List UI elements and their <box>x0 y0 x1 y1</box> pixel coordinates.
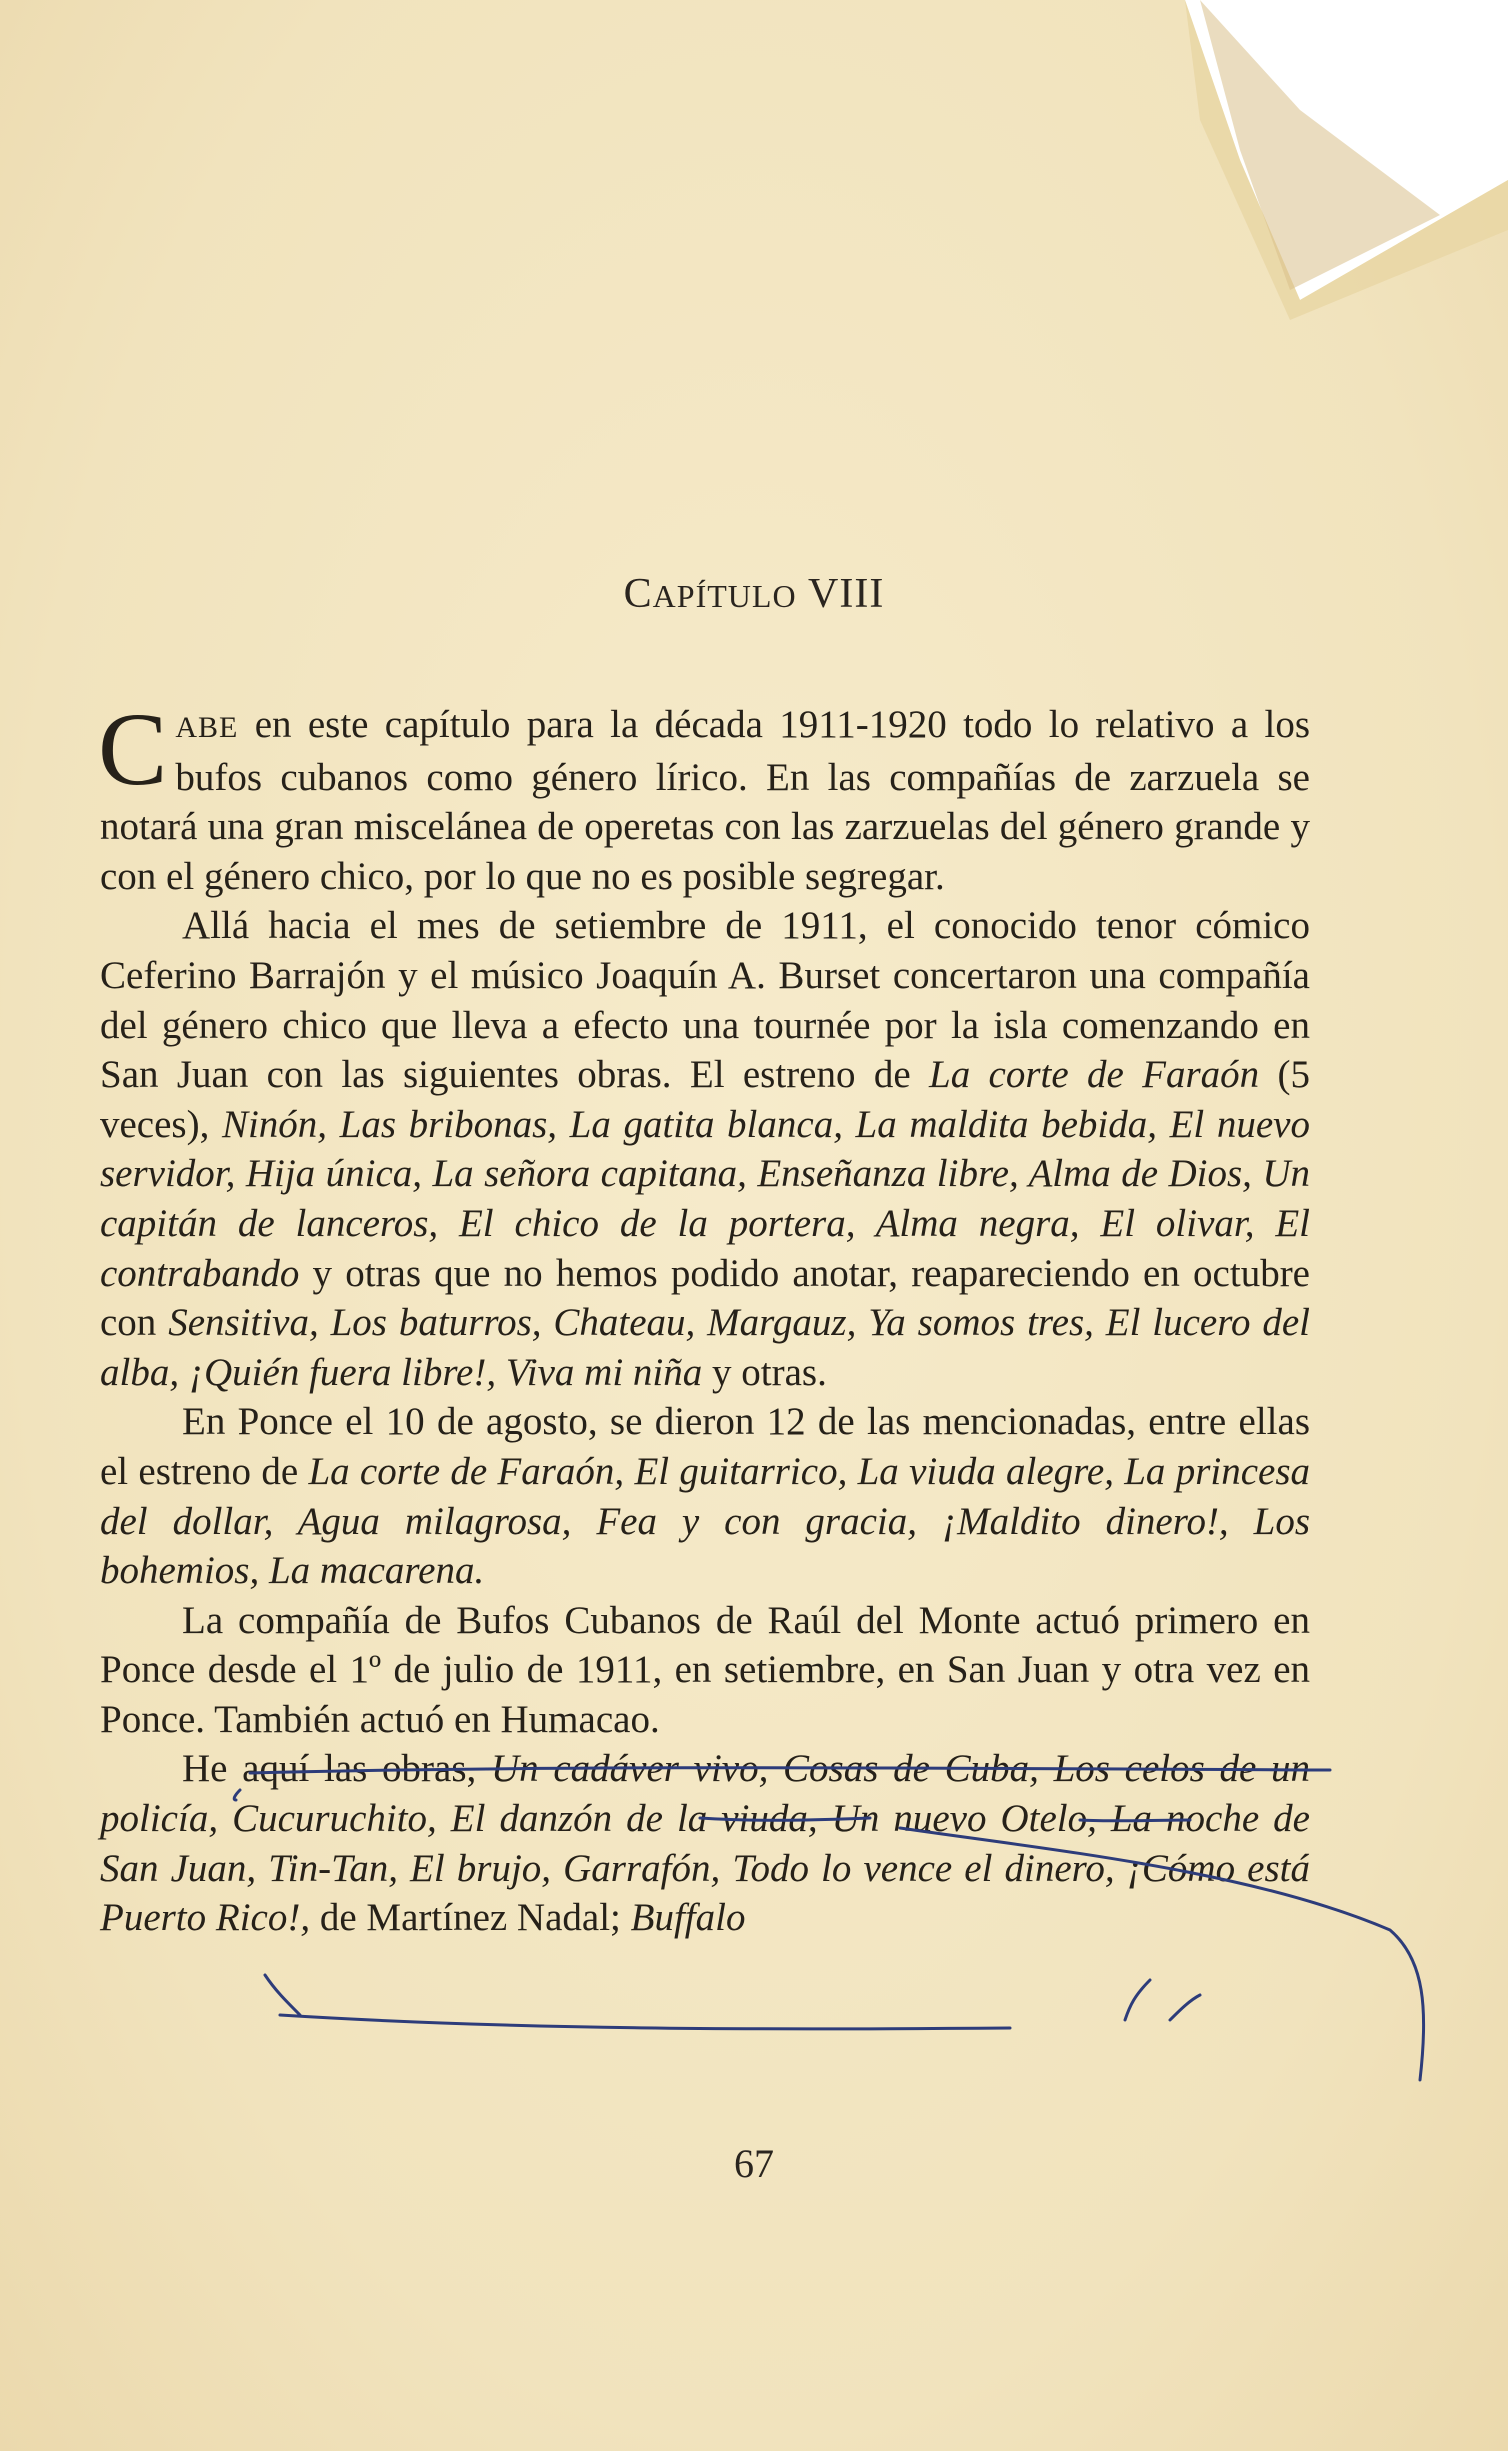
body-text <box>98 692 1311 1943</box>
title-italic: Buffalo <box>630 1896 746 1940</box>
title-italic: Sensitiva, Los baturros, Chateau, Margauz, Ya somos tres, El lucero del alba, ¡Quién fuera libre!, Viva mi niña <box>100 1301 1310 1394</box>
chapter-initial: C <box>623 571 653 617</box>
paragraph-2 <box>100 901 1310 1397</box>
chapter-word: APÍTULO <box>652 578 797 614</box>
folded-corner <box>0 0 1508 340</box>
paragraph-5 <box>100 1744 1310 1942</box>
text-run: de Martínez Nadal; <box>310 1896 631 1940</box>
text-run: Allá hacia el mes de setiembre de 1911, el conocido tenor cómico Ceferino Barrajón y el músico Joaquín A. Burset concertaron una compañía del género chico que lleva a efecto una tournée por la isla comenzando en San Juan con las siguientes obras. El estreno de <box>100 904 1310 1097</box>
chapter-number: VIII <box>808 571 885 617</box>
paragraph-4 <box>100 1596 1310 1745</box>
text-run: (5 veces), <box>100 1053 1311 1146</box>
paragraph-1 <box>98 692 1310 901</box>
text-run: y otras. <box>702 1350 827 1394</box>
page-number: 67 <box>734 2141 774 2186</box>
paragraph-3 <box>100 1397 1310 1595</box>
title-italic: Un cadáver vivo, Cosas de Cuba, Los celos de un policía, Cucuruchito, El danzón de la viuda, Un nuevo Otelo, La noche de San Juan, Tin-Tan, El brujo, Garrafón, Todo lo vence el dinero, ¡Cómo está Puerto Rico!, <box>100 1747 1310 1940</box>
title-italic: La corte de Faraón <box>929 1053 1260 1097</box>
text-run: He aquí las obras, <box>182 1747 491 1791</box>
chapter-heading <box>0 570 1508 618</box>
paragraph-text: en este capítulo para la década 1911-1920 todo lo relativo a los bufos cubanos como género lírico. En las compañías de zarzuela se notará una gran miscelánea de operetas con las zarzuelas del género grande y con el género chico, por lo que no es posible segregar. <box>100 703 1310 898</box>
title-italic: Ninón, Las bribonas, La gatita blanca, La maldita bebida, El nuevo servidor, Hija única, La señora capitana, Enseñanza libre, Alma de Dios, Un capitán de lanceros, El chico de la portera, Alma negra, El olivar, El contrabando <box>100 1102 1310 1295</box>
title-italic: La corte de Faraón, El guitarrico, La viuda alegre, La princesa del dollar, Agua milagrosa, Fea y con gracia, ¡Maldito dinero!, Los bohemios, La macarena. <box>100 1449 1311 1593</box>
text-run: La compañía de Bufos Cubanos de Raúl del Monte actuó primero en Ponce desde el 1º de julio de 1911, en setiembre, en San Juan y otra vez en Ponce. También actuó en Humacao. <box>100 1598 1310 1741</box>
opening-word: ABE <box>175 711 239 744</box>
text-run: En Ponce el 10 de agosto, se dieron 12 de las mencionadas, entre ellas el estreno de <box>100 1400 1310 1493</box>
drop-cap: C <box>98 692 168 807</box>
text-run: y otras que no hemos podido anotar, reapareciendo en octubre con <box>100 1251 1310 1345</box>
